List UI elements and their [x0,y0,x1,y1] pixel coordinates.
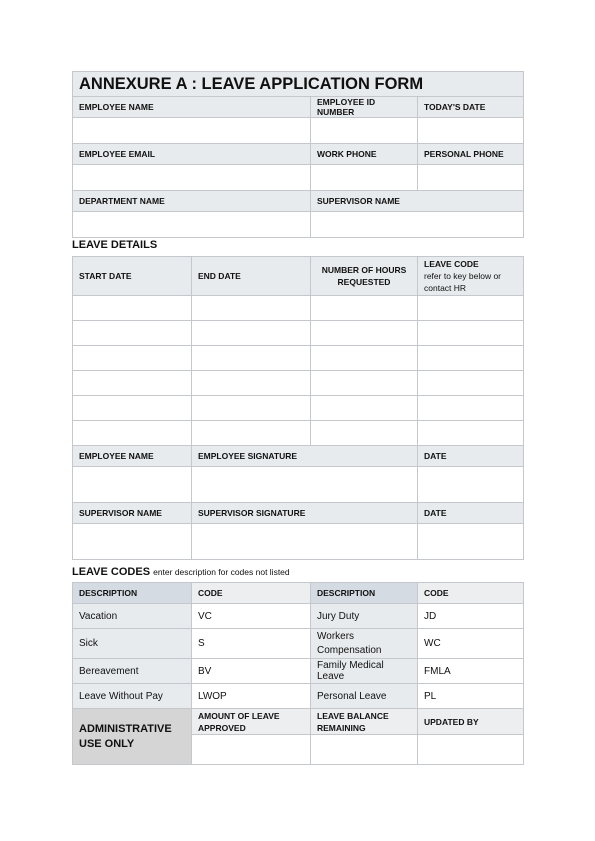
code-row [73,684,524,709]
balance-remaining-field[interactable] [311,735,418,765]
code-description: Bereavement [73,659,192,684]
hours-cell[interactable] [311,321,418,346]
leave-code-label: LEAVE CODE [424,259,479,269]
leave-row [73,371,524,396]
employee-name-field[interactable] [73,118,311,144]
start-date-header: START DATE [73,257,192,296]
leave-codes-title: LEAVE CODES [72,566,151,578]
leave-code-cell[interactable] [418,321,524,346]
end-date-header: END DATE [192,257,311,296]
code-value: PL [418,684,524,709]
hours-header-line1: NUMBER OF HOURS [321,265,407,275]
form-title: ANNEXURE A : LEAVE APPLICATION FORM [73,72,524,97]
code-value: VC [192,604,311,629]
start-date-cell[interactable] [73,371,192,396]
updated-by-label: UPDATED BY [418,709,524,735]
balance-remaining-label: LEAVE BALANCE REMAINING [311,709,418,735]
employee-date-label: DATE [418,446,524,467]
leave-details-table [72,256,524,560]
code-row [73,629,524,659]
personal-phone-field[interactable] [418,165,524,191]
sig-employee-name-field[interactable] [73,467,192,503]
leave-details-heading: LEAVE DETAILS [72,239,158,251]
todays-date-label: TODAY'S DATE [418,97,524,118]
code-row [73,659,524,684]
supervisor-date-field[interactable] [418,524,524,560]
supervisor-signature-label: SUPERVISOR SIGNATURE [192,503,418,524]
leave-row [73,296,524,321]
end-date-cell[interactable] [192,371,311,396]
start-date-cell[interactable] [73,321,192,346]
start-date-cell[interactable] [73,396,192,421]
leave-row [73,321,524,346]
employee-id-label: EMPLOYEE ID NUMBER [311,97,418,118]
employee-name-label: EMPLOYEE NAME [73,97,311,118]
employee-date-field[interactable] [418,467,524,503]
end-date-cell[interactable] [192,321,311,346]
end-date-cell[interactable] [192,346,311,371]
supervisor-name-field[interactable] [311,212,524,238]
leave-code-header [418,257,524,296]
employee-info-table [72,71,524,238]
personal-phone-label: PERSONAL PHONE [418,144,524,165]
hours-header-line2: REQUESTED [337,277,391,287]
hours-cell[interactable] [311,421,418,446]
admin-use-label: ADMINISTRATIVE USE ONLY [73,709,192,765]
leave-code-note: refer to key below or contact HR [424,271,502,293]
hours-cell[interactable] [311,346,418,371]
start-date-cell[interactable] [73,421,192,446]
code-value: LWOP [192,684,311,709]
codes-code-header: CODE [418,583,524,604]
leave-row [73,346,524,371]
leave-codes-note: enter description for codes not listed [153,567,290,577]
employee-signature-field[interactable] [192,467,418,503]
codes-description-header: DESCRIPTION [73,583,192,604]
code-value: FMLA [418,659,524,684]
code-value: WC [418,629,524,659]
code-row [73,604,524,629]
hours-cell[interactable] [311,396,418,421]
code-description: Workers Compensation [311,629,418,659]
leave-row [73,396,524,421]
end-date-cell[interactable] [192,396,311,421]
department-name-label: DEPARTMENT NAME [73,191,311,212]
amount-approved-field[interactable] [192,735,311,765]
supervisor-name-label: SUPERVISOR NAME [311,191,524,212]
code-description: Personal Leave [311,684,418,709]
department-name-field[interactable] [73,212,311,238]
code-value: S [192,629,311,659]
leave-code-cell[interactable] [418,396,524,421]
leave-code-cell[interactable] [418,296,524,321]
sig-employee-name-label: EMPLOYEE NAME [73,446,192,467]
sig-supervisor-name-field[interactable] [73,524,192,560]
code-description: Jury Duty [311,604,418,629]
code-description: Family Medical Leave [311,659,418,684]
leave-codes-table [72,582,524,765]
end-date-cell[interactable] [192,296,311,321]
todays-date-field[interactable] [418,118,524,144]
start-date-cell[interactable] [73,346,192,371]
leave-code-cell[interactable] [418,346,524,371]
code-description: Vacation [73,604,192,629]
supervisor-date-label: DATE [418,503,524,524]
work-phone-label: WORK PHONE [311,144,418,165]
codes-description-header: DESCRIPTION [311,583,418,604]
end-date-cell[interactable] [192,421,311,446]
codes-code-header: CODE [192,583,311,604]
employee-email-field[interactable] [73,165,311,191]
supervisor-signature-field[interactable] [192,524,418,560]
leave-codes-heading [72,566,290,578]
updated-by-field[interactable] [418,735,524,765]
sig-supervisor-name-label: SUPERVISOR NAME [73,503,192,524]
employee-email-label: EMPLOYEE EMAIL [73,144,311,165]
code-description: Leave Without Pay [73,684,192,709]
employee-signature-label: EMPLOYEE SIGNATURE [192,446,418,467]
code-value: JD [418,604,524,629]
employee-id-field[interactable] [311,118,418,144]
hours-requested-header [311,257,418,296]
leave-code-cell[interactable] [418,371,524,396]
code-description: Sick [73,629,192,659]
leave-row [73,421,524,446]
hours-cell[interactable] [311,296,418,321]
start-date-cell[interactable] [73,296,192,321]
work-phone-field[interactable] [311,165,418,191]
leave-code-cell[interactable] [418,421,524,446]
code-value: BV [192,659,311,684]
hours-cell[interactable] [311,371,418,396]
amount-approved-label: AMOUNT OF LEAVE APPROVED [192,709,311,735]
